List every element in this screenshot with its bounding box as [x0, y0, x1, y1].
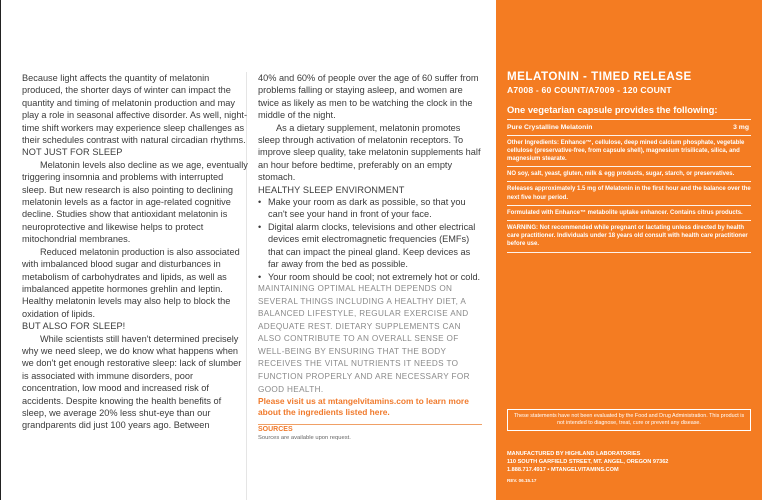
divider — [507, 181, 751, 182]
sources-note: Sources are available upon request. — [258, 435, 351, 442]
supplement-facts — [507, 70, 751, 256]
revision-date: REV. 06.15.17 — [507, 478, 537, 483]
middle-column — [258, 72, 482, 442]
free-of-statement: NO soy, salt, yeast, gluten, milk & egg products, sugar, starch, or preservatives. — [507, 171, 735, 178]
paragraph-metabolism: Reduced melatonin production is also associated with imbalanced blood sugar and disturbances in metabolism of carbohydrates and lipids, as well as imbalanced appetite hormones grehlin and leptin. Healthy melatonin levels may also help to block the oxidation of lipids. — [22, 246, 240, 319]
product-counts: A7008 - 60 COUNT/A7009 - 120 COUNT — [507, 85, 672, 95]
website-link[interactable]: Please visit us at mtangelvitamins.com to learn more about the ingredients listed here. — [258, 396, 469, 418]
list-item: • Digital alarm clocks, televisions and other electrical devices emit electromagnetic frequencies (EMFs) that can impact the pineal gland. Keep devices as far away from the bed as possible. — [258, 221, 482, 271]
manufacturer-info — [507, 450, 751, 484]
manufacturer-name: MANUFACTURED BY HIGHLAND LABORATORIES — [507, 451, 641, 457]
divider — [507, 119, 751, 120]
other-ingredients: Other Ingredients: Enhance™, cellulose, deep mined calcium phosphate, vegetable cellulose (preservative-free, from capsule shell), magnesium trisilicate, silica, and magnesium stearate. — [507, 139, 745, 162]
paragraph-aging: Melatonin levels also decline as we age, eventually triggering insomnia and problems with interrupted sleep. But new research is also pointing to declining melatonin levels as a factor in age-related cognitive decline. Studies show that antioxidant melatonin is neuroprotective and likewise helps to protect mitochondrial membranes. — [22, 159, 248, 245]
health-statement: MAINTAINING OPTIMAL HEALTH DEPENDS ON SEVERAL THINGS INCLUDING A HEALTHY DIET, A BALANCED LIFESTYLE, REGULAR EXERCISE AND ADEQUATE REST. DIETARY SUPPLEMENTS CAN ALSO CONTRIBUTE TO AN OVERALL SENSE OF WELL-BEING BY ENSURING THAT THE BODY RECEIVES THE VITAL NUTRIENTS IT NEEDS TO FUNCTION PROPERLY AND ARE NECESSARY FOR GOOD HEALTH. — [258, 283, 470, 394]
product-panel — [496, 0, 762, 500]
ingredient-name: Pure Crystalline Melatonin — [507, 123, 593, 131]
serving-statement: One vegetarian capsule provides the following: — [507, 104, 718, 115]
paragraph-light-and-melatonin: Because light affects the quantity of melatonin produced, the shorter days of winter can impact the quantity and timing of melatonin production and may play a role in seasonal affective disorder. As well, night-time shift workers may experience sleep challenges as their schedules contrast with natural circadian rhythms. — [22, 73, 248, 146]
list-item: • Make your room as dark as possible, so that you can't see your hand in front of your face. — [258, 196, 482, 221]
ingredient-row — [507, 123, 751, 132]
heading-healthy-sleep-environment: HEALTHY SLEEP ENVIRONMENT — [258, 184, 405, 195]
paragraph-dietary-supplement: As a dietary supplement, melatonin promotes sleep through activation of melatonin receptors. To improve sleep quality, take melatonin supplements half an hour before bedtime, preferably on an empty stomach. — [258, 122, 481, 183]
sleep-tips-list — [258, 196, 482, 283]
divider — [507, 166, 751, 167]
heading-not-just-for-sleep: NOT JUST FOR SLEEP — [22, 147, 123, 158]
left-column — [22, 72, 248, 432]
formulation-statement: Formulated with Enhance™ metabolite uptake enhancer. Contains citrus products. — [507, 209, 743, 216]
paragraph-sleep-science: While scientists still haven't determined precisely why we need sleep, we do know what happens when we don't get enough restorative sleep: lack of slumber is associated with immune disorders, poor concentration, low mood and increased risk of accidents. Despite knowing the health benefits of sleep, we average 20% less shut-eye than our grandparents did just 100 years ago. Between — [22, 333, 242, 431]
page-edge — [0, 0, 1, 500]
release-statement: Releases approximately 1.5 mg of Melatonin in the first hour and the balance over the next five hour period. — [507, 186, 751, 201]
ingredient-amount: 3 mg — [733, 123, 749, 131]
manufacturer-contact: 1.888.717.4917 • MTANGELVITAMINS.COM — [507, 467, 619, 473]
divider — [507, 135, 751, 136]
divider — [507, 220, 751, 221]
paragraph-sleep-statistics: 40% and 60% of people over the age of 60 suffer from problems falling or staying asleep, and women are twice as likely as men to be watching the clock in the middle of the night. — [258, 73, 479, 121]
heading-but-also-for-sleep: BUT ALSO FOR SLEEP! — [22, 321, 126, 332]
list-item: • Your room should be cool; not extremely hot or cold. — [258, 271, 482, 283]
manufacturer-address: 110 SOUTH GARFIELD STREET, MT. ANGEL, OREGON 97362 — [507, 459, 669, 465]
warning-statement: WARNING: Not recommended while pregnant or lactating unless directed by health care practitioner. Individuals under 18 years old consult with health care practitioner before use. — [507, 224, 748, 248]
fda-disclaimer: These statements have not been evaluated by the Food and Drug Administration. This product is not intended to diagnose, treat, cure or prevent any disease. — [507, 409, 751, 431]
divider — [507, 252, 751, 253]
divider — [507, 205, 751, 206]
sources-heading: SOURCES — [258, 426, 293, 434]
product-title: MELATONIN - TIMED RELEASE — [507, 70, 692, 83]
